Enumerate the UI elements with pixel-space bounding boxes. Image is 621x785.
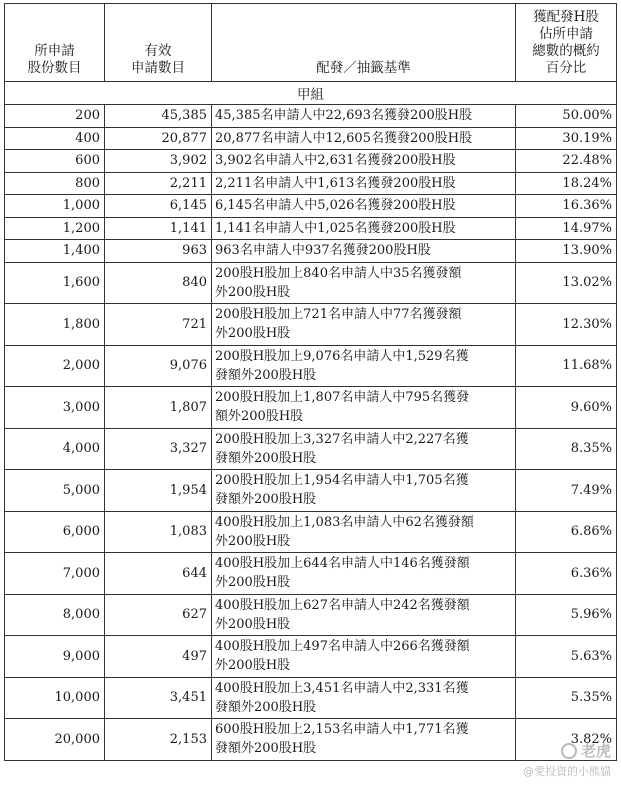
tiger-logo-icon bbox=[561, 743, 577, 759]
allotment-basis-cell: 1,141名申請人中1,025名獲發200股H股 bbox=[212, 217, 516, 240]
table-row bbox=[5, 127, 617, 150]
table-row bbox=[5, 428, 617, 470]
percentage-cell: 5.63% bbox=[516, 636, 617, 678]
percentage-cell: 9.60% bbox=[516, 387, 617, 429]
percentage-cell: 14.97% bbox=[516, 217, 617, 240]
allotment-basis-cell: 600股H股加上2,153名申請人中1,771名獲 發額外200股H股 bbox=[212, 719, 516, 761]
percentage-cell: 18.24% bbox=[516, 172, 617, 195]
valid-applications-cell: 3,327 bbox=[105, 428, 212, 470]
percentage-cell: 6.86% bbox=[516, 511, 617, 553]
percentage-cell: 12.30% bbox=[516, 304, 617, 346]
allotment-basis-cell: 400股H股加上497名申請人中266名獲發額 外200股H股 bbox=[212, 636, 516, 678]
percentage-cell: 50.00% bbox=[516, 105, 617, 128]
allotment-basis-cell: 2,211名申請人中1,613名獲發200股H股 bbox=[212, 172, 516, 195]
valid-applications-cell: 2,153 bbox=[105, 719, 212, 761]
shares-applied-cell: 7,000 bbox=[5, 553, 105, 595]
header-allotment-basis: 配發／抽籤基準 bbox=[212, 4, 516, 82]
allotment-table bbox=[4, 3, 617, 761]
shares-applied-cell: 600 bbox=[5, 150, 105, 173]
percentage-cell: 11.68% bbox=[516, 345, 617, 387]
table-row bbox=[5, 172, 617, 195]
watermark bbox=[523, 740, 611, 779]
table-row bbox=[5, 262, 617, 304]
table-row bbox=[5, 511, 617, 553]
allotment-basis-cell: 400股H股加上3,451名申請人中2,331名獲 發額外200股H股 bbox=[212, 677, 516, 719]
allotment-basis-cell: 200股H股加上840名申請人中35名獲發額 外200股H股 bbox=[212, 262, 516, 304]
allotment-basis-cell: 400股H股加上1,083名申請人中62名獲發額 外200股H股 bbox=[212, 511, 516, 553]
shares-applied-cell: 1,400 bbox=[5, 240, 105, 263]
shares-applied-cell: 20,000 bbox=[5, 719, 105, 761]
shares-applied-cell: 1,000 bbox=[5, 195, 105, 218]
table-row bbox=[5, 240, 617, 263]
table-row bbox=[5, 470, 617, 512]
allotment-basis-cell: 6,145名申請人中5,026名獲發200股H股 bbox=[212, 195, 516, 218]
valid-applications-cell: 3,902 bbox=[105, 150, 212, 173]
valid-applications-cell: 840 bbox=[105, 262, 212, 304]
allotment-basis-cell: 200股H股加上9,076名申請人中1,529名獲 發額外200股H股 bbox=[212, 345, 516, 387]
valid-applications-cell: 627 bbox=[105, 594, 212, 636]
percentage-cell: 8.35% bbox=[516, 428, 617, 470]
percentage-cell: 6.36% bbox=[516, 553, 617, 595]
table-row bbox=[5, 195, 617, 218]
shares-applied-cell: 10,000 bbox=[5, 677, 105, 719]
group-label: 甲組 bbox=[5, 82, 617, 105]
valid-applications-cell: 6,145 bbox=[105, 195, 212, 218]
percentage-cell: 3.82% bbox=[516, 719, 617, 761]
header-approx-percentage: 獲配發H股 佔所申請 總數的概約 百分比 bbox=[516, 4, 617, 82]
table-row bbox=[5, 594, 617, 636]
header-row bbox=[5, 4, 617, 82]
valid-applications-cell: 20,877 bbox=[105, 127, 212, 150]
percentage-cell: 30.19% bbox=[516, 127, 617, 150]
watermark-brand: 老虎 bbox=[580, 742, 611, 760]
percentage-cell: 13.90% bbox=[516, 240, 617, 263]
shares-applied-cell: 1,800 bbox=[5, 304, 105, 346]
valid-applications-cell: 1,807 bbox=[105, 387, 212, 429]
table-row bbox=[5, 345, 617, 387]
shares-applied-cell: 400 bbox=[5, 127, 105, 150]
allotment-basis-cell: 400股H股加上644名申請人中146名獲發額 外200股H股 bbox=[212, 553, 516, 595]
watermark-author: @愛投資的小熊貓 bbox=[523, 765, 611, 778]
allotment-basis-cell: 400股H股加上627名申請人中242名獲發額 外200股H股 bbox=[212, 594, 516, 636]
shares-applied-cell: 3,000 bbox=[5, 387, 105, 429]
shares-applied-cell: 8,000 bbox=[5, 594, 105, 636]
valid-applications-cell: 3,451 bbox=[105, 677, 212, 719]
shares-applied-cell: 5,000 bbox=[5, 470, 105, 512]
valid-applications-cell: 1,083 bbox=[105, 511, 212, 553]
shares-applied-cell: 1,600 bbox=[5, 262, 105, 304]
table-row bbox=[5, 553, 617, 595]
valid-applications-cell: 721 bbox=[105, 304, 212, 346]
table-row bbox=[5, 217, 617, 240]
shares-applied-cell: 2,000 bbox=[5, 345, 105, 387]
allotment-basis-cell: 200股H股加上1,954名申請人中1,705名獲 發額外200股H股 bbox=[212, 470, 516, 512]
table-row bbox=[5, 677, 617, 719]
percentage-cell: 5.96% bbox=[516, 594, 617, 636]
valid-applications-cell: 963 bbox=[105, 240, 212, 263]
percentage-cell: 5.35% bbox=[516, 677, 617, 719]
valid-applications-cell: 644 bbox=[105, 553, 212, 595]
allotment-basis-cell: 45,385名申請人中22,693名獲發200股H股 bbox=[212, 105, 516, 128]
allotment-basis-cell: 200股H股加上3,327名申請人中2,227名獲 發額外200股H股 bbox=[212, 428, 516, 470]
valid-applications-cell: 45,385 bbox=[105, 105, 212, 128]
valid-applications-cell: 1,954 bbox=[105, 470, 212, 512]
table-row bbox=[5, 304, 617, 346]
shares-applied-cell: 9,000 bbox=[5, 636, 105, 678]
table-row bbox=[5, 150, 617, 173]
shares-applied-cell: 6,000 bbox=[5, 511, 105, 553]
percentage-cell: 7.49% bbox=[516, 470, 617, 512]
percentage-cell: 22.48% bbox=[516, 150, 617, 173]
percentage-cell: 13.02% bbox=[516, 262, 617, 304]
allotment-basis-cell: 200股H股加上721名申請人中77名獲發額 外200股H股 bbox=[212, 304, 516, 346]
shares-applied-cell: 4,000 bbox=[5, 428, 105, 470]
shares-applied-cell: 800 bbox=[5, 172, 105, 195]
shares-applied-cell: 200 bbox=[5, 105, 105, 128]
table-row bbox=[5, 387, 617, 429]
shares-applied-cell: 1,200 bbox=[5, 217, 105, 240]
table-row bbox=[5, 105, 617, 128]
header-valid-applications: 有效 申請數目 bbox=[105, 4, 212, 82]
allotment-basis-cell: 3,902名申請人中2,631名獲發200股H股 bbox=[212, 150, 516, 173]
allotment-basis-cell: 963名申請人中937名獲發200股H股 bbox=[212, 240, 516, 263]
group-row bbox=[5, 82, 617, 105]
valid-applications-cell: 497 bbox=[105, 636, 212, 678]
table-row bbox=[5, 636, 617, 678]
valid-applications-cell: 9,076 bbox=[105, 345, 212, 387]
allotment-basis-cell: 20,877名申請人中12,605名獲發200股H股 bbox=[212, 127, 516, 150]
percentage-cell: 16.36% bbox=[516, 195, 617, 218]
valid-applications-cell: 1,141 bbox=[105, 217, 212, 240]
header-shares-applied: 所申請 股份數目 bbox=[5, 4, 105, 82]
allotment-basis-cell: 200股H股加上1,807名申請人中795名獲發 額外200股H股 bbox=[212, 387, 516, 429]
valid-applications-cell: 2,211 bbox=[105, 172, 212, 195]
